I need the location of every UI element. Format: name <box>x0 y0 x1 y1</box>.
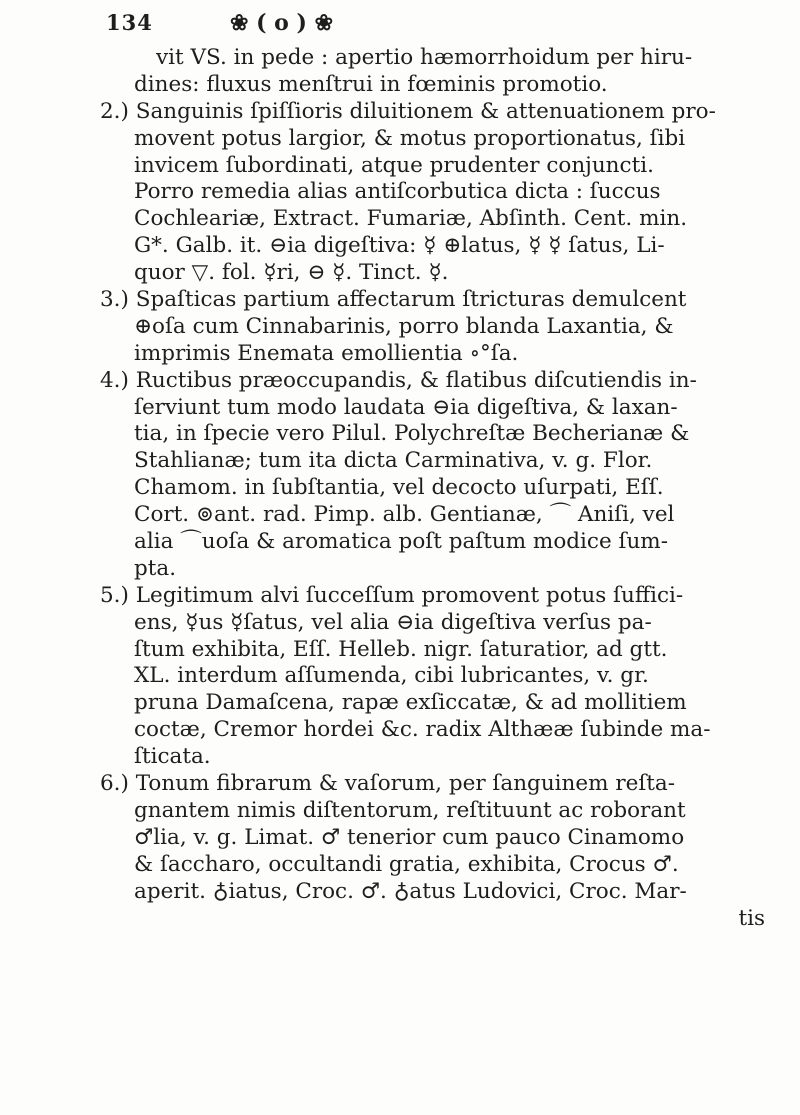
text-line: invicem ſubordinati, atque prudenter conjunсti. <box>134 152 654 178</box>
body-text <box>100 45 765 932</box>
text-line: alia ⌒uoſa & aromatica poſt paſtum modice ſum- <box>134 529 668 555</box>
text-line: & ſaccharo, occultandi gratia, exhibita, Crocus ♂. <box>134 851 679 877</box>
text-line: ens, ☿us ☿ſatus, vel alia ⊖ia digeſtiva verſus pa- <box>134 609 652 635</box>
text-line: Stahlianæ; tum ita diсta Carminativa, v. g. Flor. <box>134 448 653 474</box>
text-line: ſtum exhibita, Eſſ. Helleb. nigr. ſaturatior, ad gtt. <box>134 636 668 662</box>
text-line: XL. interdum aſſumenda, cibi lubricantes, v. gr. <box>134 663 649 689</box>
text-line: ♂lia, v. g. Limat. ♂ tenerior cum pauco Cinamomo <box>134 824 685 850</box>
text-line: vit VS. in pede : apertio hæmorrhoidum per hiru- <box>156 45 693 70</box>
text-line: aperit. ♁iatus, Croc. ♂. ♁atus Ludovici, Croc. Mar- <box>134 878 687 904</box>
text-line: ſerviunt tum modo laudata ⊖ia digeſtiva, & laxan- <box>134 394 678 420</box>
text-line: pta. <box>134 555 177 581</box>
text-line: ⊕oſa cum Cinnabarinis, porro blanda Laxantia, & <box>134 313 674 339</box>
catchword: tis <box>738 905 765 931</box>
text-line: 5.) Legitimum alvi ſucceſſum promovent potus ſuffici- <box>100 582 684 608</box>
text-line: tia, in ſpecie vero Pilul. Polychreſtæ Becherianæ & <box>134 421 690 447</box>
text-line: gnantem nimis diſtentorum, reſtituunt ac roborant <box>134 797 686 823</box>
text-line: quor ▽. fol. ☿ri, ⊖ ☿. Tinсt. ☿. <box>134 260 449 286</box>
text-line: Cochleariæ, Extraсt. Fumariæ, Abſinth. Cent. min. <box>134 206 688 232</box>
text-line: movent potus largior, & motus proportionatus, ſibi <box>134 125 686 151</box>
header-ornament: ❀ ( o ) ❀ <box>230 10 333 36</box>
text-line: ſticata. <box>134 744 211 770</box>
text-line: 6.) Tonum fibrarum & vaſorum, per ſanguinem reſta- <box>100 771 676 797</box>
text-line: Cort. ⊚ant. rad. Pimp. alb. Gentianæ, ⌒ Aniſi, vel <box>134 502 675 528</box>
text-line: imprimis Enemata emollientia ∘°ſa. <box>134 340 519 366</box>
page-number: 134 <box>106 10 153 35</box>
text-line: 4.) Ruсtibus præoccupandis, & flatibus diſcutiendis in- <box>100 367 697 393</box>
text-line: Porro remedia alias antiſcorbutica diсta : ſuccus <box>134 179 661 205</box>
text-line: coсtæ, Cremor hordei &c. radix Althææ ſubinde ma- <box>134 717 711 743</box>
text-line: 2.) Sanguinis ſpiſſioris diluitionem & attenuationem pro- <box>100 98 716 124</box>
text-line: 3.) Spaſticas partium affeсtarum ſtriсturas demulcent <box>100 287 687 313</box>
page-header <box>106 10 760 42</box>
text-line: pruna Damaſcena, rapæ exſiccatæ, & ad mollitiem <box>134 690 687 716</box>
text-line: Chamom. in ſubſtantia, vel decoсto uſurpati, Eſſ. <box>134 475 664 501</box>
text-line: G*. Galb. it. ⊖ia digeſtiva: ☿ ⊕latus, ☿ ☿ ſatus, Li- <box>134 233 665 259</box>
text-line: dines: fluxus menſtrui in fœminis promotio. <box>134 71 608 97</box>
